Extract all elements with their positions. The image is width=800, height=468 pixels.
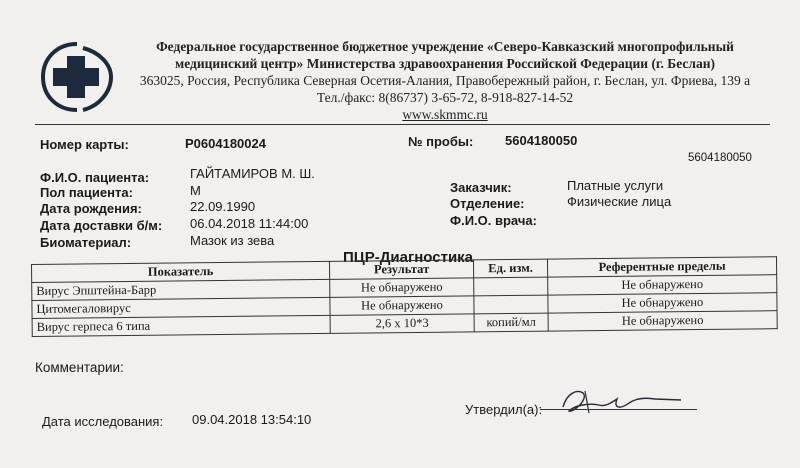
card-number-label: Номер карты: bbox=[40, 137, 129, 152]
column-header-result: Результат bbox=[329, 260, 473, 280]
column-header-indicator: Показатель bbox=[32, 261, 330, 282]
patient-name-label: Ф.И.О. пациента: bbox=[40, 170, 150, 185]
cell-reference: Не обнаружено bbox=[548, 275, 777, 295]
header-line-2: медицинский центр» Министерства здравоохранения Российской Федерации (г. Беслан) bbox=[175, 56, 715, 71]
institution-header bbox=[120, 38, 770, 123]
biomaterial-value: Мазок из зева bbox=[190, 233, 275, 248]
department-label: Отделение: bbox=[450, 196, 525, 211]
delivery-date-value: 06.04.2018 11:44:00 bbox=[190, 216, 309, 231]
cell-result: 2,6 х 10*3 bbox=[330, 314, 474, 334]
cell-indicator: Вирус герпеса 6 типа bbox=[32, 315, 330, 336]
cell-reference: Не обнаружено bbox=[548, 311, 777, 331]
header-website: www.skmmc.ru bbox=[402, 107, 488, 122]
cell-result: Не обнаружено bbox=[330, 278, 474, 298]
patient-sex-label: Пол пациента: bbox=[40, 185, 133, 200]
column-header-reference: Референтные пределы bbox=[547, 257, 776, 277]
study-date-label: Дата исследования: bbox=[42, 414, 164, 429]
delivery-date-label: Дата доставки б/м: bbox=[40, 218, 163, 233]
department-value: Физические лица bbox=[567, 194, 672, 209]
cell-indicator: Цитомегаловирус bbox=[32, 297, 330, 318]
doctor-label: Ф.И.О. врача: bbox=[450, 213, 537, 228]
approved-by-label: Утвердил(а): bbox=[465, 402, 543, 417]
card-number-value: P0604180024 bbox=[185, 136, 266, 151]
cell-unit bbox=[474, 295, 548, 314]
cell-result: Не обнаружено bbox=[330, 296, 474, 316]
biomaterial-label: Биоматериал: bbox=[40, 235, 132, 250]
pcr-results-table bbox=[31, 256, 778, 337]
sample-number-label: № пробы: bbox=[408, 134, 474, 149]
column-header-unit: Ед. изм. bbox=[473, 259, 547, 278]
cell-reference: Не обнаружено bbox=[548, 293, 777, 313]
header-divider bbox=[35, 124, 770, 125]
patient-name-value: ГАЙТАМИРОВ М. Ш. bbox=[190, 166, 315, 181]
header-phone: Тел./факс: 8(86737) 3-65-72, 8-918-827-14-52 bbox=[316, 90, 574, 105]
birth-date-label: Дата рождения: bbox=[40, 201, 142, 216]
cell-unit: копий/мл bbox=[474, 313, 548, 332]
customer-label: Заказчик: bbox=[450, 180, 512, 195]
signature bbox=[555, 383, 685, 419]
header-line-1: Федеральное государственное бюджетное учреждение «Северо-Кавказский многопрофильный bbox=[156, 39, 734, 54]
header-address: 363025, Россия, Республика Северная Осетия-Алания, Правобережный район, г. Беслан, ул. Фриева, 139 а bbox=[139, 73, 751, 88]
sample-number-value: 5604180050 bbox=[505, 133, 578, 148]
cell-unit bbox=[474, 277, 548, 296]
section-title: ПЦР-Диагностика bbox=[343, 249, 474, 266]
clinic-cross-logo-icon bbox=[37, 40, 117, 114]
customer-value: Платные услуги bbox=[567, 178, 664, 193]
study-date-value: 09.04.2018 13:54:10 bbox=[192, 412, 312, 427]
signature-line bbox=[540, 409, 697, 410]
birth-date-value: 22.09.1990 bbox=[190, 199, 256, 214]
barcode-number: 5604180050 bbox=[688, 152, 752, 164]
cell-indicator: Вирус Эпштейна-Барр bbox=[32, 279, 330, 300]
patient-sex-value: М bbox=[190, 183, 201, 198]
comments-label: Комментарии: bbox=[35, 360, 124, 375]
